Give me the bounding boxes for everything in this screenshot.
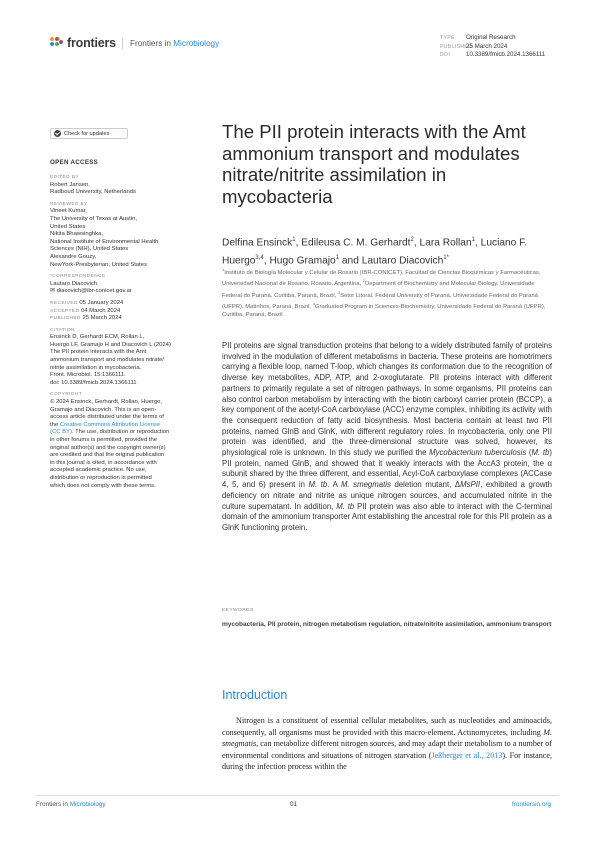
abstract-text: ( xyxy=(526,448,532,458)
reviewer-line: National Institute of Environmental Health xyxy=(50,238,159,245)
author-name[interactable]: Hugo Gramajo xyxy=(269,255,336,267)
citation-line: Ensinck D, Gerhardt ECM, Rollan L, xyxy=(50,334,145,341)
open-access-label: OPEN ACCESS xyxy=(50,159,99,166)
citation-line: Huergo LF, Gramajo H and Diacovich L (2024) xyxy=(50,341,171,348)
copyright-line xyxy=(50,429,200,437)
copyright-line: Gramajo and Diacovich. This is an open- xyxy=(50,406,157,413)
citation-line: nitrite assimilation in mycobacteria. xyxy=(50,364,142,371)
reviewer-line: Vineet Kumar, xyxy=(50,208,87,215)
author-affiliation-marker: 3,4 xyxy=(255,254,264,261)
copyright-line: which does not comply with these terms. xyxy=(50,482,156,489)
correspondence-name: Lautaro Diacovich xyxy=(50,280,98,287)
edited-by-label: EDITED BY xyxy=(50,175,79,180)
check-updates-label: Check for updates xyxy=(64,130,110,137)
frontiers-logo[interactable] xyxy=(50,36,116,50)
introduction-body xyxy=(222,715,552,773)
copyright-line: original author(s) and the copyright owner(s) xyxy=(50,444,166,451)
abstract xyxy=(222,341,552,534)
author-name[interactable]: Edileusa C. M. Gerhardt xyxy=(301,237,411,249)
author-name[interactable]: Lara Rollan xyxy=(419,237,472,249)
intro-text-1: Nitrogen is a constituent of essential cellular metabolites, such as nucleotides and aminoacids, consequently, all organisms must be provided with this macro-element. Actinomycetes, including xyxy=(222,716,552,737)
check-icon xyxy=(54,130,61,137)
correspondence-label: *CORRESPONDENCE xyxy=(50,274,106,280)
copyright-line: in other forums is permitted, provided the xyxy=(50,437,158,443)
published-label-side: PUBLISHED xyxy=(50,316,81,322)
accepted-label: ACCEPTED xyxy=(50,308,80,314)
edited-by xyxy=(50,182,200,197)
author-separator: , xyxy=(474,237,481,249)
copyright-line: distribution or reproduction is permitted xyxy=(50,474,152,481)
logo-wordmark: frontiers xyxy=(67,36,116,50)
footer-journal-prefix: Frontiers in xyxy=(36,801,70,808)
author-affiliation-marker: 1* xyxy=(443,254,449,261)
affiliation-marker: 4 xyxy=(312,301,315,307)
copyright-line xyxy=(50,422,200,430)
abstract-italic-term: M. smegmatis xyxy=(340,480,391,490)
published-label: PUBLISHED xyxy=(440,43,473,50)
reviewer-line: Nikita Bhawsinghka, xyxy=(50,231,104,238)
affiliation-marker: 2 xyxy=(362,278,366,284)
intro-italic: M. smegmatis xyxy=(222,727,552,749)
correspondence-email-row[interactable] xyxy=(50,288,200,296)
author-separator: , xyxy=(295,237,302,249)
copyright-label: COPYRIGHT xyxy=(50,392,83,398)
affiliation-text: Setor Litoral, Federal University of Paraná, Universidade Federal do Paraná (UFPR), Matinhos, Paraná, Brazil, xyxy=(222,292,538,311)
type-label: TYPE xyxy=(440,35,455,41)
edited-by-line: Radboud University, Netherlands xyxy=(50,189,137,196)
footer-journal[interactable] xyxy=(36,801,106,808)
published-value: 25 March 2024 xyxy=(466,42,508,50)
author-name[interactable]: Luciano F. Huergo xyxy=(222,237,528,267)
reviewer-line: Alexandre Gouzy, xyxy=(50,253,97,260)
abstract-italic-term: M. tb xyxy=(308,480,328,490)
footer-divider xyxy=(36,795,559,796)
abstract-italic-term: M. tb xyxy=(336,501,355,511)
accepted-date: 04 March 2024 xyxy=(80,307,121,314)
author-name[interactable]: Delfina Ensinck xyxy=(222,237,293,249)
author-list xyxy=(222,233,552,269)
reviewed-by xyxy=(50,208,200,269)
author-affiliation-marker: 2 xyxy=(410,237,414,243)
copyright-line: in this journal is cited, in accordance with xyxy=(50,459,157,466)
abstract-text: PII protein was also able to interact with the C-terminal domain of the ammonium transporter Amt establishing the ancestral role for this PII protein as a GlnK functioning protein. xyxy=(222,501,552,532)
intro-text-3: ). For instance, during the infection process within the xyxy=(222,750,552,772)
abstract-text: ) PII protein, named GlnB, and showed that it weakly interacts with the AccA3 protein, the α subunit shared by the three different, and essential, Acyl-CoA carboxylase complexes (ACCase 4, 5, and 6) present in xyxy=(222,448,552,490)
article-meta xyxy=(440,34,545,60)
journal-prefix: Frontiers in xyxy=(130,39,174,48)
page-number: 01 xyxy=(290,801,298,808)
affiliation-text: Department of Biochemistry and Molecular Biology, Universidade Federal do Paraná, Curitiba, Paraná, Brazil, xyxy=(222,281,535,299)
published-date: 25 March 2024 xyxy=(82,315,122,322)
reviewer-line: The University of Texas at Austin, xyxy=(50,215,137,222)
abstract-italic-term: Mycobacterium tuberculosis xyxy=(429,448,527,458)
author-separator: , xyxy=(413,237,420,249)
citation-line: The PII protein interacts with the Amt xyxy=(50,349,147,356)
author-name[interactable]: Lautaro Diacovich xyxy=(361,255,444,267)
doi-label: DOI xyxy=(440,52,451,59)
check-for-updates-button[interactable] xyxy=(50,128,128,139)
type-value: Original Research xyxy=(466,34,516,41)
article-title: The PII protein interacts with the Amt ammonium transport and modulates nitrate/nitrite assimilation in mycobacteria xyxy=(222,121,526,207)
author-affiliation-marker: 1 xyxy=(471,237,475,243)
affiliations xyxy=(222,266,552,319)
copyright-line: are credited and that the original publication xyxy=(50,452,165,459)
received-label: RECEIVED xyxy=(50,300,78,306)
copyright-line: access article distributed under the terms of xyxy=(50,414,164,421)
copyright-text xyxy=(50,399,200,490)
reviewed-by-label: REVIEWED BY xyxy=(50,201,88,207)
author-separator: and xyxy=(339,255,362,267)
abstract-text: deletion mutant, Δ xyxy=(390,480,461,490)
sidebar-info xyxy=(50,170,200,490)
copyright-text-fragment: the xyxy=(50,421,60,428)
license-abbrev-link[interactable]: (CC BY) xyxy=(50,429,72,436)
author-affiliation-marker: 1 xyxy=(292,237,296,243)
received-date: 05 January 2024 xyxy=(79,299,124,306)
citation-line: ammonium transport and modulates nitrate/ xyxy=(50,357,164,364)
abstract-italic-term: MsPII xyxy=(460,480,481,490)
affiliation-marker: 3 xyxy=(337,289,341,295)
affiliation-text: Graduated Program in Sciences-Biochemistry, Universidade Federal do Paraná (UFPR), Curitiba, Paraná, Brazil xyxy=(222,304,546,318)
author-affiliation-marker: 1 xyxy=(335,254,340,261)
citation-line: Front. Microbiol. 15:1366111. xyxy=(50,372,126,379)
edited-by-line: Robert Jansen, xyxy=(50,181,90,188)
reviewer-line: United States xyxy=(50,223,86,230)
abstract-text: . A xyxy=(327,480,341,490)
doi-link[interactable]: 10.3389/fmicb.2024.1366111 xyxy=(466,51,546,59)
footer-journal-name: Microbiology xyxy=(69,801,106,808)
journal-name[interactable] xyxy=(130,39,219,48)
reviewer-line: NewYork-Presbyterian, United States xyxy=(50,261,148,268)
frontiers-logo-icon xyxy=(50,37,63,50)
intro-paragraph xyxy=(222,715,552,773)
license-link[interactable]: Creative Commons Attribution License xyxy=(59,421,161,428)
citation-text xyxy=(50,334,200,387)
header-divider xyxy=(122,38,123,49)
copyright-line: accepted academic practice. No use, xyxy=(50,467,147,474)
copyright-text-fragment: . The use, distribution or reproduction xyxy=(71,429,170,436)
keywords-label: KEYWORDS xyxy=(222,608,254,613)
abstract-text: , exhibited a growth deficiency on nitrate and nitrite as unique nitrogen sources, and accumulated nitrite in the culture supernatant. In addition, xyxy=(222,480,552,511)
reviewer-line: Sciences (NIH), United States xyxy=(50,246,129,253)
correspondence-email[interactable]: diacovich@ibr-conicet.gov.ar xyxy=(56,288,132,295)
affiliation-text: Instituto de Biología Molecular y Celular de Rosario (IBR-CONICET), Facultad de Ciencias Bioquímicas y Farmacéuticas, Universidad Nacional de Rosario, Rosario, Argentina, xyxy=(222,269,541,288)
copyright-line: © 2024 Ensinck, Gerhardt, Rollan, Huergo, xyxy=(50,399,163,406)
author-separator: , xyxy=(263,255,270,267)
introduction-heading: Introduction xyxy=(222,688,288,702)
intro-text-2: , can metabolize different nitrogen sources, and may adapt their metabolism to a number of environmental conditions and situations of nitrogen starvation ( xyxy=(222,739,552,760)
abstract-italic-term: M. tb xyxy=(531,448,550,458)
journal-title: Microbiology xyxy=(173,39,220,48)
affiliation-marker: 1 xyxy=(222,267,225,272)
citation-label: CITATION xyxy=(50,327,75,333)
keywords: mycobacteria, PII protein, nitrogen metabolism regulation, nitrate/nitrite assimilation, ammonium transport xyxy=(222,621,552,628)
email-icon: ✉ xyxy=(50,288,57,295)
citation-link[interactable]: Jeßberger et al., 2013 xyxy=(431,750,503,760)
footer-site-link[interactable]: frontiersin.org xyxy=(512,801,552,808)
citation-line: doi: 10.3389/fmicb.2024.1366111 xyxy=(50,379,137,386)
abstract-text: PII proteins are signal transduction proteins that belong to a widely distributed family of proteins involved in the modulation of different metabolisms in bacteria. These proteins are homotrimers carrying a flexible loop, named T-loop, which changes its conformation due to the recognition of diverse key metabolites, ADP, ATP, and 2-oxoglutarate. PII proteins interact with different partners to primarily regulate a set of nitrogen pathways. In some organisms, PII proteins can also control carbon metabolism by interacting with the biotin carboxyl carrier protein (BCCP), a key component of the acetyl-CoA carboxylase (ACC) enzyme complex, inhibiting its activity with the consequent reduction of fatty acid biosynthesis. Most bacteria contain at least two PII proteins, named GlnB and GlnK, with different regulatory roles. In mycobacteria, only one PII protein was identified, and the three-dimensional structure was solved, however, its physiological role is unknown. In this study we purified the xyxy=(222,341,552,458)
